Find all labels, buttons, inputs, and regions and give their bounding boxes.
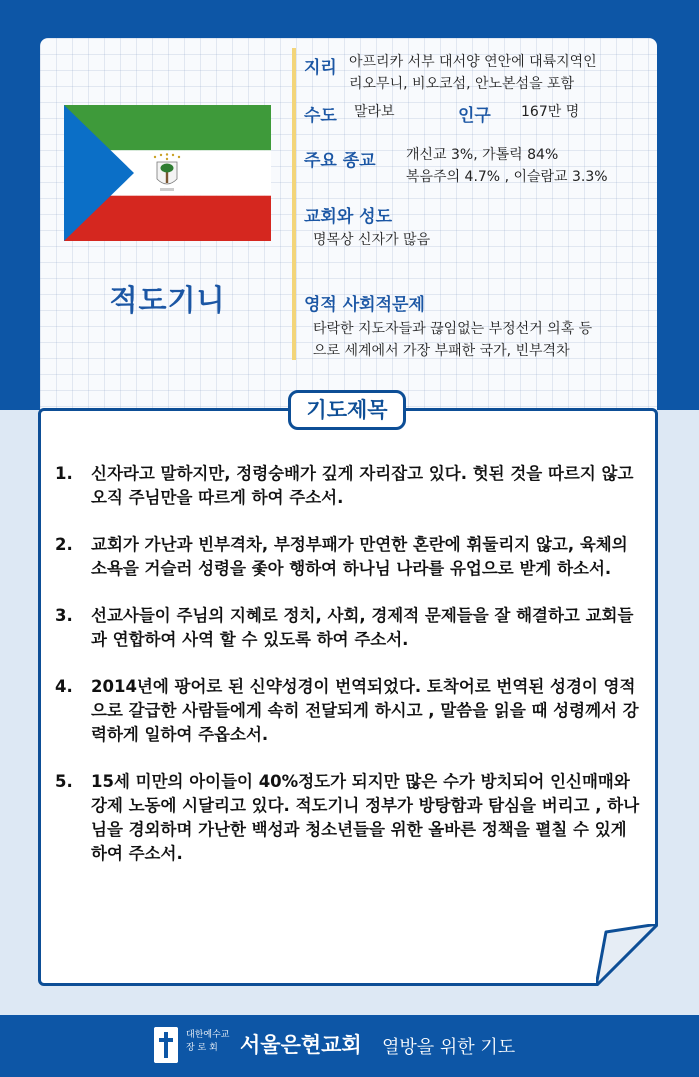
prayer-list: [55, 462, 643, 889]
equatorial-guinea-flag: [64, 105, 271, 241]
issues-text-line2: 으로 세계에서 가장 부패한 국가, 빈부격차: [313, 343, 570, 359]
population-label: 인구: [458, 106, 491, 126]
prayer-number: 5.: [55, 772, 73, 791]
prayer-text: 15세 미만의 아이들이 40%정도가 되지만 많은 수가 방치되어 인신매매와 강제 노동에 시달리고 있다. 적도기니 정부가 방탕함과 탐심을 버리고 , 하나님을 경외하며 가난한 백성과 청소년들을 위한 올바른 정책을 펼칠 수 있게 하여 주소서.: [91, 772, 640, 863]
prayer-number: 3.: [55, 606, 73, 625]
issues-text-line1: 타락한 지도자들과 끊임없는 부정선거 의혹 등: [313, 321, 593, 337]
prayer-text: 신자라고 말하지만, 정령숭배가 깊게 자리잡고 있다. 헛된 것을 따르지 않고 오직 주님만을 따르게 하여 주소서.: [91, 464, 634, 507]
geography-label: 지리: [304, 58, 337, 78]
prayer-item: [55, 675, 643, 747]
prayer-text: 2014년에 팡어로 된 신약성경이 번역되었다. 토착어로 번역된 성경이 영적으로 갈급한 사람들에게 속히 전달되게 하시고 , 말씀을 읽을 때 성령께서 강력하게 일하여 주옵소서.: [91, 677, 639, 744]
prayer-item: [55, 770, 643, 866]
church-label: 교회와 성도: [304, 207, 393, 227]
country-name: 적도기니: [109, 283, 226, 317]
church-name: 서울은현교회: [240, 1033, 362, 1057]
religion-text-line2: 복음주의 4.7% , 이슬람교 3.3%: [406, 169, 608, 185]
religion-label: 주요 종교: [304, 151, 376, 171]
prayer-number: 4.: [55, 677, 73, 696]
prayer-item: [55, 533, 643, 581]
footer-tagline: 열방을 위한 기도: [382, 1037, 516, 1058]
prayer-item: [55, 462, 643, 510]
prayer-text: 선교사들이 주님의 지혜로 정치, 사회, 경제적 문제들을 잘 해결하고 교회들과 연합하여 사역 할 수 있도록 하여 주소서.: [91, 606, 634, 649]
issues-label: 영적 사회적문제: [304, 295, 425, 315]
prayer-number: 1.: [55, 464, 73, 483]
prayer-item: [55, 604, 643, 652]
capital-label: 수도: [304, 106, 337, 126]
religion-text-line1: 개신교 3%, 가톨릭 84%: [406, 147, 559, 163]
capital-value: 말라보: [354, 104, 395, 120]
cross-icon: [154, 1027, 178, 1063]
page-fold-corner: [596, 924, 658, 986]
geography-text-line2: 리오무니, 비오코섬, 안노본섬을 포함: [349, 76, 575, 92]
population-value: 167만 명: [521, 104, 580, 120]
prayer-title: 기도제목: [288, 390, 406, 430]
prayer-text: 교회가 가난과 빈부격차, 부정부패가 만연한 혼란에 휘둘리지 않고, 육체의 소욕을 거슬러 성령을 좇아 행하여 하나님 나라를 유업으로 받게 하소서.: [91, 535, 628, 578]
denomination-label: 대한예수교 장 로 회: [186, 1030, 230, 1053]
church-value: 명목상 신자가 많음: [313, 232, 431, 248]
geography-text-line1: 아프리카 서부 대서양 연안에 대륙지역인: [349, 54, 597, 70]
prayer-number: 2.: [55, 535, 73, 554]
accent-divider: [292, 48, 296, 360]
